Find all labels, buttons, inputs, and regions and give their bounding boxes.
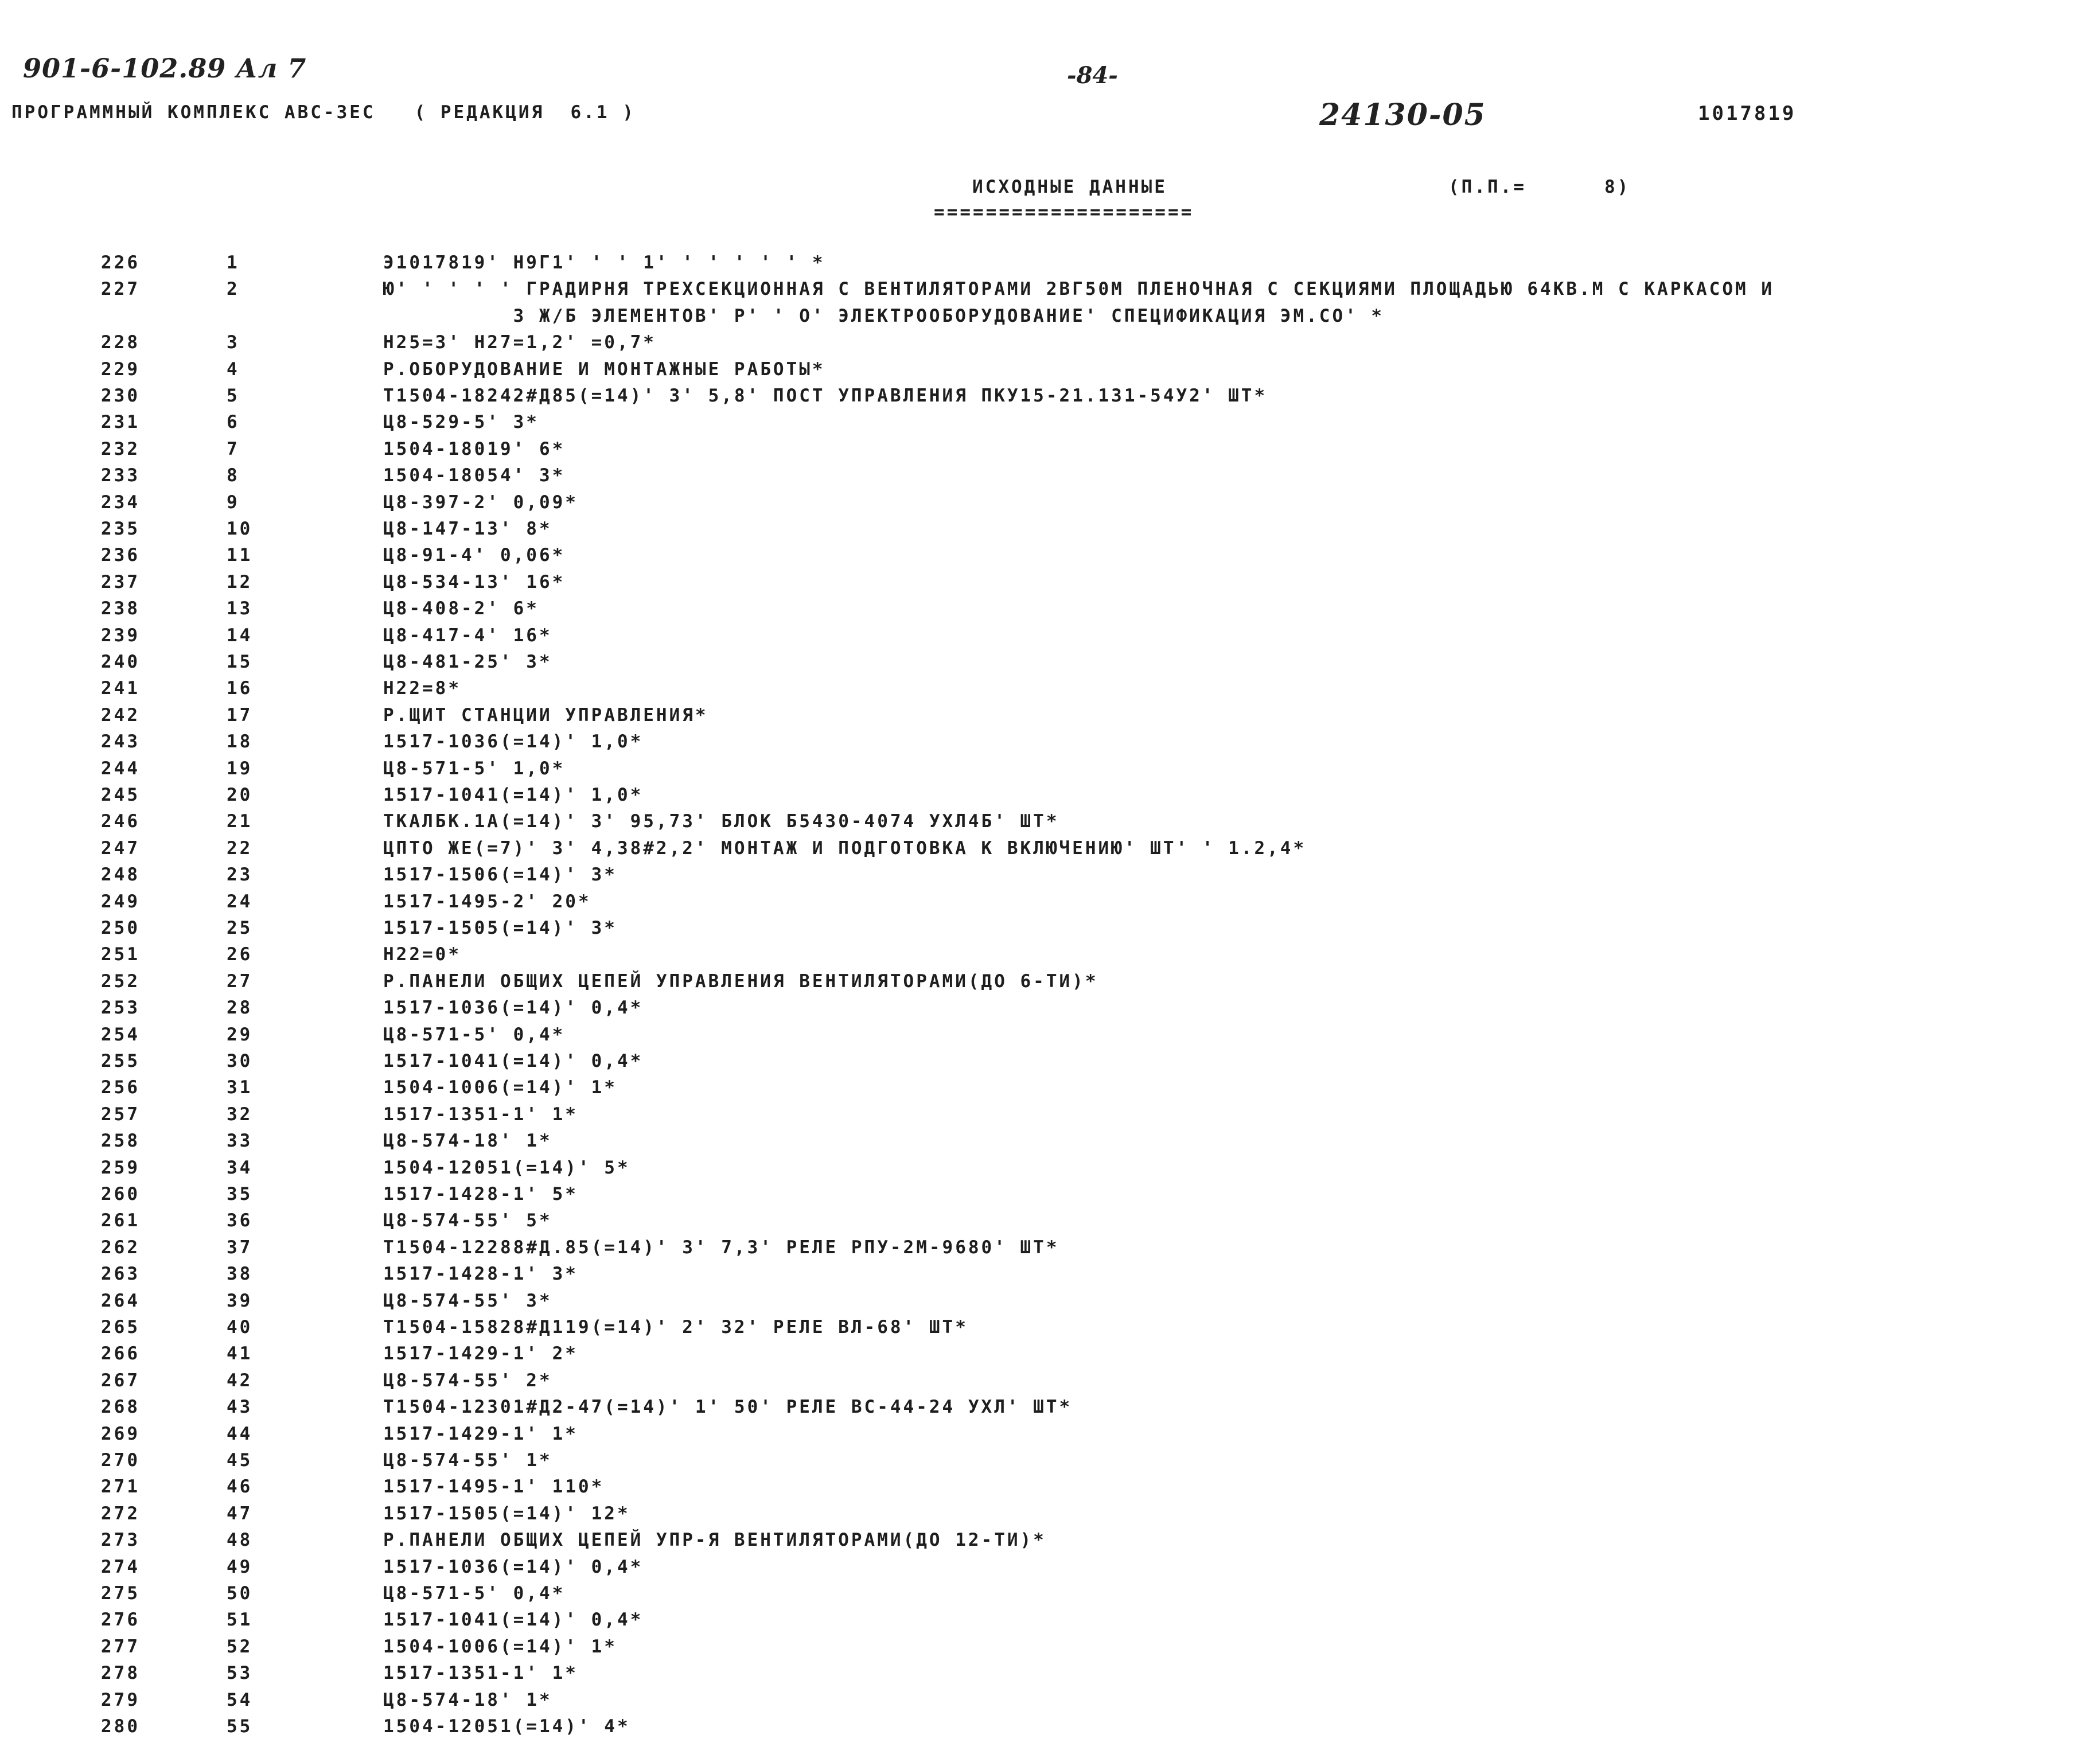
listing-row (0, 1583, 2100, 1609)
listing-row (0, 678, 2100, 704)
record-number: 27 (227, 970, 253, 992)
line-number: 239 (101, 625, 140, 646)
line-number: 259 (101, 1157, 140, 1178)
record-number: 21 (227, 811, 253, 832)
record-number: 9 (227, 492, 240, 513)
record-text: Т1504-12301#Д2-47(=14)' 1' 50' РЕЛЕ ВС-44-24 УХЛ' ШТ* (383, 1397, 1073, 1418)
record-number: 54 (227, 1689, 253, 1710)
record-text: Ц8-574-18' 1* (383, 1689, 552, 1710)
record-text: Э1017819' Н9Г1' ' ' 1' ' ' ' ' ' * (383, 252, 825, 273)
record-text: Ц8-571-5' 0,4* (383, 1583, 566, 1604)
record-text: Ц8-529-5' 3* (383, 412, 539, 433)
line-number: 237 (101, 571, 140, 592)
record-text: 1517-1036(=14)' 0,4* (383, 997, 644, 1019)
listing-row (0, 1051, 2100, 1077)
line-number: 233 (101, 465, 140, 486)
record-number: 4 (227, 358, 240, 380)
listing-row (0, 944, 2100, 970)
line-number: 255 (101, 1051, 140, 1071)
listing-row (0, 625, 2100, 652)
listing-row (0, 838, 2100, 864)
listing-row (0, 492, 2100, 519)
record-text: Ц8-147-13' 8* (383, 519, 552, 539)
line-number: 228 (101, 332, 140, 353)
record-number: 50 (227, 1583, 253, 1604)
line-number: 242 (101, 704, 140, 726)
listing-row (0, 811, 2100, 837)
listing-row (0, 971, 2100, 997)
line-number: 229 (101, 358, 140, 380)
record-text: Ц8-574-55' 5* (383, 1210, 552, 1231)
record-number: 3 (227, 332, 240, 353)
line-number: 280 (101, 1716, 140, 1737)
record-number: 29 (227, 1024, 253, 1045)
line-number: 240 (101, 652, 140, 672)
listing-row (0, 1264, 2100, 1290)
record-number: 11 (227, 545, 253, 566)
line-number: 243 (101, 731, 140, 753)
record-text: 1517-1429-1' 2* (383, 1343, 578, 1365)
listing-row (0, 1157, 2100, 1184)
record-number: 52 (227, 1636, 253, 1657)
record-text: 1504-18019' 6* (383, 438, 566, 459)
listing-row (0, 1184, 2100, 1210)
record-number: 36 (227, 1210, 253, 1231)
listing-row (0, 1530, 2100, 1556)
record-number: 31 (227, 1077, 253, 1098)
record-number: 45 (227, 1450, 253, 1471)
listing-row (0, 705, 2100, 731)
record-text: Ц8-574-55' 3* (383, 1290, 552, 1311)
listing-row (0, 918, 2100, 944)
line-number: 272 (101, 1503, 140, 1524)
line-number: 271 (101, 1476, 140, 1498)
record-text: Ц8-417-4' 16* (383, 625, 552, 646)
line-number: 260 (101, 1184, 140, 1204)
record-number: 19 (227, 758, 253, 779)
line-number: 236 (101, 545, 140, 566)
record-number: 25 (227, 918, 253, 938)
record-text: Т1504-15828#Д119(=14)' 2' 32' РЕЛЕ ВЛ-68' ШТ* (383, 1317, 968, 1338)
record-text: Р.ОБОРУДОВАНИЕ И МОНТАЖНЫЕ РАБОТЫ* (383, 358, 825, 380)
listing-row (0, 997, 2100, 1024)
line-number: 232 (101, 438, 140, 459)
record-text: Ц8-534-13' 16* (383, 571, 566, 592)
record-text: 1517-1351-1' 1* (383, 1663, 578, 1684)
line-number: 269 (101, 1423, 140, 1444)
record-number: 1 (227, 252, 240, 273)
line-number: 276 (101, 1609, 140, 1631)
record-text: Р.ЩИТ СТАНЦИИ УПРАВЛЕНИЯ* (383, 704, 708, 726)
record-text: Ц8-481-25' 3* (383, 652, 552, 672)
record-number: 26 (227, 944, 253, 965)
listing-row (0, 758, 2100, 785)
listing-row (0, 652, 2100, 678)
listing-row (0, 1237, 2100, 1264)
record-number: 2 (227, 279, 240, 300)
line-number: 231 (101, 412, 140, 433)
record-number: 44 (227, 1423, 253, 1444)
record-number: 30 (227, 1051, 253, 1071)
line-number: 235 (101, 519, 140, 539)
line-number: 267 (101, 1370, 140, 1391)
listing-row (0, 1397, 2100, 1423)
record-text: Н22=8* (383, 678, 461, 699)
line-number: 265 (101, 1317, 140, 1338)
record-text: Ц8-574-55' 1* (383, 1450, 552, 1471)
record-text: 1504-1006(=14)' 1* (383, 1636, 617, 1657)
line-number: 275 (101, 1583, 140, 1604)
record-number: 22 (227, 837, 253, 859)
record-number: 51 (227, 1609, 253, 1631)
record-text: Ц8-574-18' 1* (383, 1131, 552, 1152)
record-text: Ц8-574-55' 2* (383, 1370, 552, 1391)
line-number: 238 (101, 598, 140, 619)
listing-row (0, 1131, 2100, 1157)
line-number: 245 (101, 785, 140, 805)
listing-row (0, 1210, 2100, 1237)
record-number: 12 (227, 571, 253, 592)
record-number: 5 (227, 385, 240, 406)
handwritten-page-number: -84- (1067, 62, 1118, 89)
listing-row (0, 1450, 2100, 1476)
record-number: 14 (227, 625, 253, 646)
record-text: Ц8-408-2' 6* (383, 598, 539, 619)
listing-row (0, 1503, 2100, 1530)
section-title: ИСХОДНЫЕ ДАННЫЕ (972, 177, 1167, 197)
line-number: 268 (101, 1397, 140, 1418)
record-number: 6 (227, 412, 240, 433)
record-number: 53 (227, 1663, 253, 1684)
line-number: 266 (101, 1343, 140, 1365)
line-number: 226 (101, 252, 140, 273)
record-number: 23 (227, 864, 253, 886)
record-text: 1517-1506(=14)' 3* (383, 864, 617, 886)
record-text: 3 Ж/Б ЭЛЕМЕНТОВ' Р' ' О' ЭЛЕКТРООБОРУДОВАНИЕ' СПЕЦИФИКАЦИЯ ЭМ.СО' * (383, 305, 1385, 326)
listing-row (0, 439, 2100, 465)
program-title: ПРОГРАММНЫЙ КОМПЛЕКС АВС-3ЕС ( РЕДАКЦИЯ 6.1 ) (11, 102, 636, 123)
line-number: 257 (101, 1104, 140, 1125)
line-number: 246 (101, 811, 140, 832)
listing-row (0, 252, 2100, 279)
line-number: 230 (101, 385, 140, 406)
record-text: Ц8-91-4' 0,06* (383, 545, 566, 566)
listing-row (0, 598, 2100, 625)
listing-row (0, 279, 2100, 305)
record-number: 35 (227, 1184, 253, 1204)
listing-row (0, 731, 2100, 758)
line-number: 263 (101, 1264, 140, 1285)
record-number: 39 (227, 1290, 253, 1311)
listing-row (0, 412, 2100, 438)
listing-row (0, 1104, 2100, 1131)
record-number: 47 (227, 1503, 253, 1524)
line-number: 274 (101, 1556, 140, 1577)
record-number: 43 (227, 1397, 253, 1418)
record-text: 1517-1351-1' 1* (383, 1104, 578, 1125)
line-number: 251 (101, 944, 140, 965)
listing-row (0, 1317, 2100, 1343)
record-number: 37 (227, 1237, 253, 1258)
record-number: 24 (227, 891, 253, 912)
line-number: 258 (101, 1131, 140, 1152)
listing-row (0, 864, 2100, 891)
listing-row (0, 545, 2100, 571)
record-number: 38 (227, 1264, 253, 1285)
listing-row (0, 385, 2100, 412)
record-text: 1517-1428-1' 5* (383, 1184, 578, 1204)
listing-row (0, 1370, 2100, 1397)
record-text: 1517-1041(=14)' 1,0* (383, 785, 644, 805)
record-text: 1517-1041(=14)' 0,4* (383, 1051, 644, 1071)
line-number: 270 (101, 1450, 140, 1471)
record-number: 7 (227, 438, 240, 459)
handwritten-document-number: 901-6-102.89 Ал 7 (23, 53, 307, 84)
line-number: 252 (101, 970, 140, 992)
record-text: 1504-12051(=14)' 5* (383, 1157, 630, 1178)
line-number: 244 (101, 758, 140, 779)
listing-row (0, 1663, 2100, 1689)
data-listing (0, 252, 2100, 1755)
record-number: 48 (227, 1530, 253, 1551)
record-text: Т1504-18242#Д85(=14)' 3' 5,8' ПОСТ УПРАВЛЕНИЯ ПКУ15-21.131-54У2' ШТ* (383, 385, 1268, 406)
line-number: 279 (101, 1689, 140, 1710)
record-number: 20 (227, 785, 253, 805)
line-number: 249 (101, 891, 140, 912)
listing-row (0, 1077, 2100, 1104)
record-number: 46 (227, 1476, 253, 1498)
listing-row (0, 1476, 2100, 1503)
record-text: ЦПТО ЖЕ(=7)' 3' 4,38#2,2' МОНТАЖ И ПОДГОТОВКА К ВКЛЮЧЕНИЮ' ШТ' ' 1.2,4* (383, 837, 1307, 859)
listing-row (0, 572, 2100, 598)
line-number: 262 (101, 1237, 140, 1258)
record-number: 40 (227, 1317, 253, 1338)
record-text: 1517-1036(=14)' 0,4* (383, 1556, 644, 1577)
line-number: 277 (101, 1636, 140, 1657)
record-number: 42 (227, 1370, 253, 1391)
record-number: 10 (227, 519, 253, 539)
record-text: Р.ПАНЕЛИ ОБЩИХ ЦЕПЕЙ УПРАВЛЕНИЯ ВЕНТИЛЯТОРАМИ(ДО 6-ТИ)* (383, 970, 1098, 992)
handwritten-project-code: 24130-05 (1319, 98, 1486, 132)
listing-row (0, 332, 2100, 358)
line-number: 254 (101, 1024, 140, 1045)
listing-row (0, 1690, 2100, 1716)
record-number: 8 (227, 465, 240, 486)
listing-row (0, 785, 2100, 811)
order-number: 1017819 (1698, 102, 1797, 125)
record-number: 16 (227, 678, 253, 699)
record-text: Ц8-571-5' 0,4* (383, 1024, 566, 1045)
listing-row (0, 519, 2100, 545)
listing-row (0, 1636, 2100, 1663)
record-text: Ц8-571-5' 1,0* (383, 758, 566, 779)
listing-row (0, 465, 2100, 492)
record-number: 28 (227, 997, 253, 1019)
line-number: 264 (101, 1290, 140, 1311)
record-text: Ц8-397-2' 0,09* (383, 492, 578, 513)
line-number: 273 (101, 1530, 140, 1551)
listing-row (0, 1557, 2100, 1583)
line-number: 261 (101, 1210, 140, 1231)
line-number: 227 (101, 279, 140, 300)
record-text: 1504-12051(=14)' 4* (383, 1716, 630, 1737)
record-text: 1504-18054' 3* (383, 465, 566, 486)
record-text: 1517-1429-1' 1* (383, 1423, 578, 1444)
line-number: 248 (101, 864, 140, 886)
listing-row (0, 306, 2100, 332)
record-number: 33 (227, 1131, 253, 1152)
listing-row (0, 1424, 2100, 1450)
record-number: 34 (227, 1157, 253, 1178)
record-text: 1504-1006(=14)' 1* (383, 1077, 617, 1098)
record-text: Т1504-12288#Д.85(=14)' 3' 7,3' РЕЛЕ РПУ-2М-9680' ШТ* (383, 1237, 1059, 1258)
line-number: 250 (101, 918, 140, 938)
section-underline: ==================== (934, 202, 1194, 223)
line-number: 256 (101, 1077, 140, 1098)
section-np: (П.П.= 8) (1448, 177, 1631, 197)
record-text: Ю' ' ' ' ' ГРАДИРНЯ ТРЕХСЕКЦИОННАЯ С ВЕНТИЛЯТОРАМИ 2ВГ50М ПЛЕНОЧНАЯ С СЕКЦИЯМИ ПЛОЩАДЬЮ 64КВ.М С КАРКАСОМ И (383, 279, 1775, 300)
line-number: 253 (101, 997, 140, 1019)
record-number: 13 (227, 598, 253, 619)
line-number: 241 (101, 678, 140, 699)
record-number: 55 (227, 1716, 253, 1737)
record-text: 1517-1505(=14)' 3* (383, 918, 617, 938)
record-text: 1517-1505(=14)' 12* (383, 1503, 630, 1524)
line-number: 247 (101, 837, 140, 859)
listing-row (0, 359, 2100, 385)
listing-row (0, 1343, 2100, 1370)
record-number: 32 (227, 1104, 253, 1125)
listing-row (0, 1024, 2100, 1051)
line-number: 234 (101, 492, 140, 513)
listing-row (0, 891, 2100, 918)
record-number: 41 (227, 1343, 253, 1365)
listing-row (0, 1609, 2100, 1636)
listing-row (0, 1716, 2100, 1742)
record-text: Р.ПАНЕЛИ ОБЩИХ ЦЕПЕЙ УПР-Я ВЕНТИЛЯТОРАМИ(ДО 12-ТИ)* (383, 1530, 1046, 1551)
record-text: 1517-1041(=14)' 0,4* (383, 1609, 644, 1631)
record-text: Н22=0* (383, 944, 461, 965)
line-number: 278 (101, 1663, 140, 1684)
record-number: 17 (227, 704, 253, 726)
record-number: 15 (227, 652, 253, 672)
record-number: 18 (227, 731, 253, 753)
record-text: 1517-1036(=14)' 1,0* (383, 731, 644, 753)
record-text: Н25=3' Н27=1,2' =0,7* (383, 332, 656, 353)
record-number: 49 (227, 1556, 253, 1577)
record-text: 1517-1495-1' 110* (383, 1476, 605, 1498)
listing-row (0, 1291, 2100, 1317)
record-text: 1517-1495-2' 20* (383, 891, 591, 912)
record-text: ТКАЛБК.1А(=14)' 3' 95,73' БЛОК Б5430-4074 УХЛ4Б' ШТ* (383, 811, 1059, 832)
record-text: 1517-1428-1' 3* (383, 1264, 578, 1285)
